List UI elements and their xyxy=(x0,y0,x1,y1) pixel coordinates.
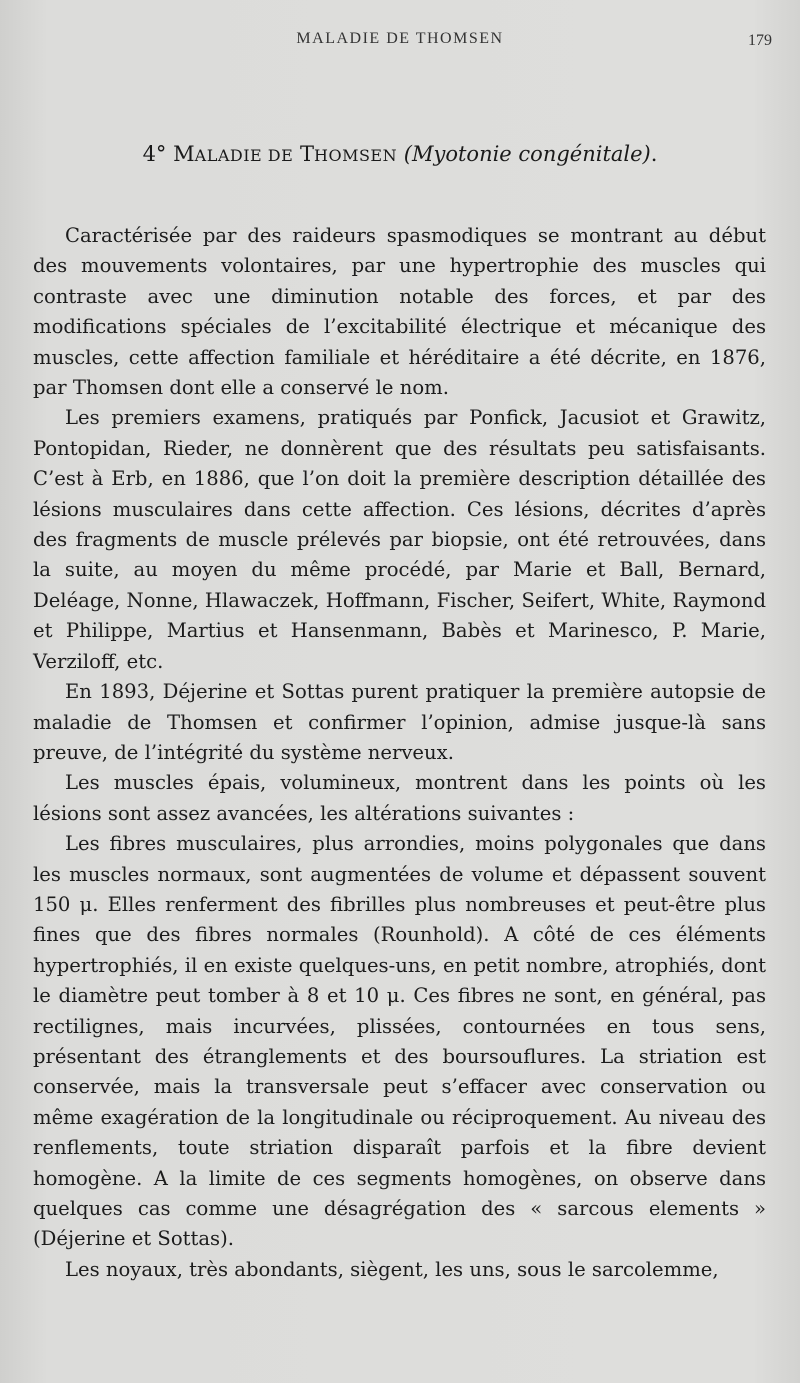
paragraph-5: Les fibres musculaires, plus arrondies, moins polygonales que dans les muscles normaux, sont augmentées de volume et dépassent souvent 150 μ. Elles renferment des fibrilles plus nombreuses et peut-être plus fines que des fibres normales (Rounhold). A côté de ces éléments hypertrophiés, il en existe quelques-uns, en petit nombre, atrophiés, dont le diamètre peut tomber à 8 et 10 μ. Ces fibres ne sont, en général, pas rectilignes, mais incurvées, plissées, contournées en tous sens, présentant des étranglements et des boursouflures. La striation est conservée, mais la transversale peut s’effacer avec conservation ou même exagération de la longitudinale ou réciproquement. Au niveau des renflements, toute striation disparaît parfois et la fibre devient homogène. A la limite de ces segments homogènes, on observe dans quelques cas comme une désagrégation des « sarcous elements » (Déjerine et Sottas). xyxy=(33,832,766,1251)
paragraph-6: Les noyaux, très abondants, siègent, les uns, sous le sarcolemme, xyxy=(65,1257,719,1281)
paragraph-2: Les premiers examens, pratiqués par Ponfick, Jacusiot et Grawitz, Pontopidan, Rieder, ne donnèrent que des résultats peu satisfaisants. C’est à Erb, en 1886, que l’on doit la première description détaillée des lésions musculaires dans cette affection. Ces lésions, décrites d’après des fragments de muscle prélevés par biopsie, ont été retrouvées, dans la suite, au moyen du même procédé, par Marie et Ball, Bernard, Deléage, Nonne, Hlawaczek, Hoffmann, Fischer, Seifert, White, Raymond et Philippe, Martius et Hansenmann, Babès et Marinesco, P. Marie, Verziloff, etc. xyxy=(33,406,766,673)
section-subtitle: (Myotonie congénitale) xyxy=(403,142,651,166)
paragraph-4: Les muscles épais, volumineux, montrent dans les points où les lésions sont assez avancées, les altérations suivantes : xyxy=(33,771,766,825)
section-title-word-1: MALADIE DE xyxy=(173,142,294,166)
page-header xyxy=(0,30,800,60)
section-number: 4° xyxy=(142,142,167,166)
section-heading xyxy=(0,142,800,166)
paragraph-1: Caractérisée par des raideurs spasmodiques se montrant au début des mouvements volontaires, par une hypertrophie des muscles qui contraste avec une diminution notable des forces, et par des modifications spéciales de l’excitabilité électrique et mécanique des muscles, cette affection familiale et héréditaire a été décrite, en 1876, par Thomsen dont elle a conservé le nom. xyxy=(33,224,766,400)
page-number: 179 xyxy=(748,32,772,49)
section-title-word-2: THOMSEN xyxy=(299,142,398,166)
paragraph-3: En 1893, Déjerine et Sottas purent pratiquer la première autopsie de maladie de Thomsen et confirmer l’opinion, admise jusque-là sans preuve, de l’intégrité du système nerveux. xyxy=(33,680,766,764)
body-text xyxy=(33,221,766,1285)
section-period: . xyxy=(650,142,658,166)
running-title: MALADIE DE THOMSEN xyxy=(296,30,504,47)
